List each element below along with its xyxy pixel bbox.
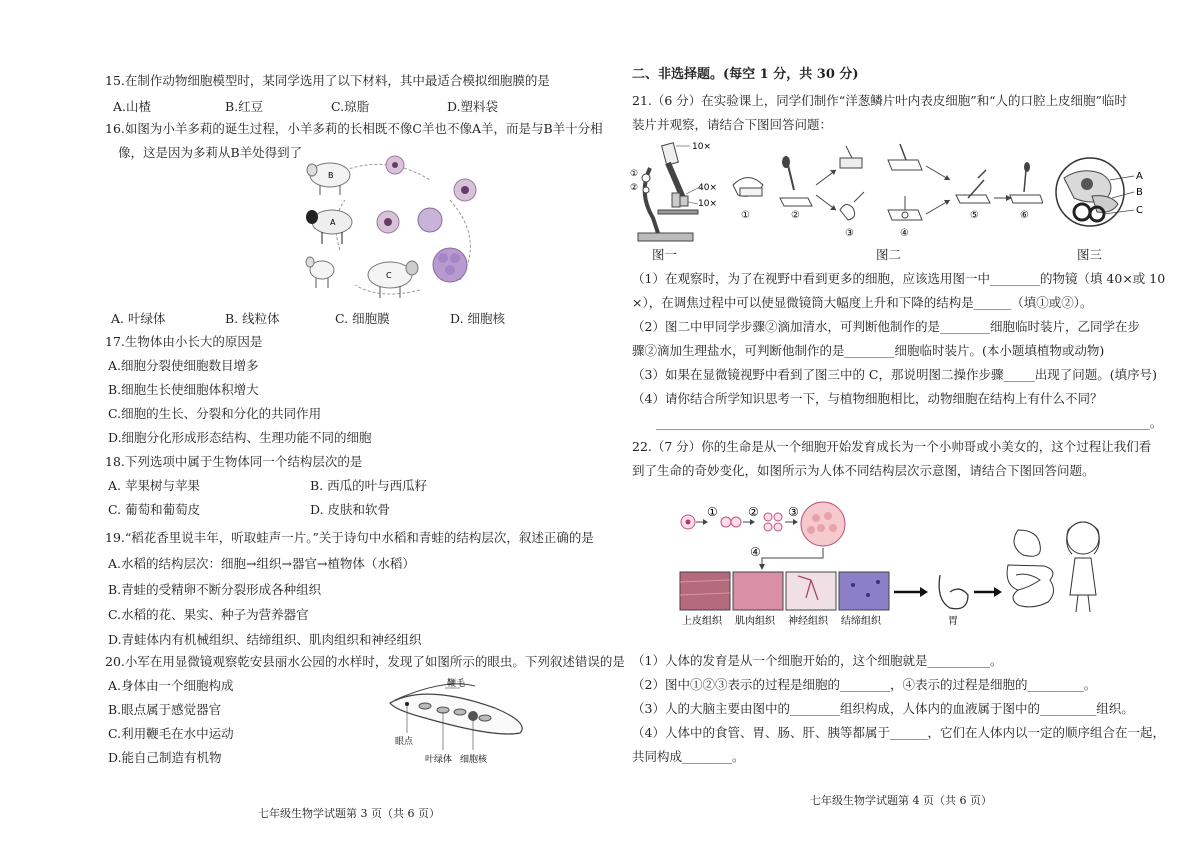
process-3-label: ③ [788, 505, 799, 519]
step-4-label: ④ [900, 228, 909, 239]
field-label-c: C [1136, 205, 1143, 216]
field-label-a: A [1136, 171, 1143, 182]
q18-option-d: D. 皮肤和软骨 [310, 502, 391, 517]
flagellum-label: 鞭毛 [447, 679, 466, 689]
q15-option-a: A.山楂 [113, 99, 152, 114]
q20-option-d: D.能自己制造有机物 [108, 750, 222, 765]
q18-stem: 18.下列选项中属于生物体同一个结构层次的是 [105, 454, 363, 469]
sheep-b-label: B [328, 171, 334, 180]
tissue-nerve-label: 神经组织 [788, 616, 828, 627]
q21-part4-line1: （4）请你结合所学知识思考一下，与植物细胞相比，动物细胞在结构上有什么不同？ [632, 391, 1103, 406]
step-2-label: ② [791, 210, 800, 221]
q21-part1-line2: ×），在调焦过程中可以使显微镜筒大幅度上升和下降的结构是______（填①或②）。 [632, 295, 1093, 310]
step-3-label: ③ [845, 228, 854, 239]
eyespot-label: 眼点 [395, 737, 414, 747]
q16-stem-1: 16.如图为小羊多莉的诞生过程，小羊多莉的长相既不像C羊也不像A羊，而是与B羊十分相 [105, 121, 603, 136]
right-page [600, 0, 1200, 847]
figure-1-caption: 图一 [652, 247, 678, 262]
q18-option-b: B. 西瓜的叶与西瓜籽 [310, 478, 428, 493]
q19-option-b: B.青蛙的受精卵不断分裂形成各种组织 [108, 582, 322, 597]
process-2-label: ② [748, 505, 759, 519]
q18-option-c: C. 葡萄和葡萄皮 [108, 502, 201, 517]
slide-steps-figure [728, 140, 1043, 240]
q22-part1: （1）人体的发育是从一个细胞开始的，这个细胞就是__________。 [632, 653, 1003, 668]
q21-stem-1: 21.（6 分）在实验课上，同学们制作“洋葱鳞片叶内表皮细胞”和“人的口腔上皮细胞”临时 [632, 93, 1127, 108]
tissue-connective-label: 结缔组织 [841, 616, 881, 627]
q22-part4-line2: 共同构成________。 [632, 749, 745, 764]
euglena-diagram [385, 678, 535, 768]
q20-option-b: B.眼点属于感觉器官 [108, 702, 222, 717]
q22-stem-2: 到了生命的奇妙变化，如图所示为人体不同结构层次示意图，请结合下图回答问题。 [632, 463, 1095, 478]
q18-option-a: A. 苹果树与苹果 [108, 478, 200, 493]
microscope-field-figure [1052, 156, 1167, 236]
objective-40x-label: 40× [698, 183, 717, 193]
q20-option-c: C.利用鞭毛在水中运动 [108, 726, 234, 741]
objective-10x-label: 10× [698, 199, 717, 209]
left-page-footer: 七年级生物学试题第 3 页（共 6 页） [258, 807, 440, 820]
q19-option-a: A.水稻的结构层次：细胞→组织→器官→植物体（水稻） [108, 556, 415, 571]
q16-option-c: C. 细胞膜 [335, 311, 390, 326]
q21-part2-line2: 骤②滴加生理盐水，可判断他制作的是________细胞临时装片。(本小题填植物或动物) [632, 343, 1105, 358]
q16-option-a: A. 叶绿体 [111, 311, 166, 326]
q20-option-a: A.身体由一个细胞构成 [108, 678, 234, 693]
q17-option-c: C.细胞的生长、分裂和分化的共同作用 [108, 406, 322, 421]
step-6-label: ⑥ [1020, 210, 1029, 221]
q16-option-b: B. 线粒体 [225, 311, 280, 326]
q19-option-c: C.水稻的花、果实、种子为营养器官 [108, 607, 309, 622]
figure-2-caption: 图二 [876, 247, 902, 262]
sheep-a-label: A [330, 218, 336, 227]
q21-stem-2: 装片并观察，请结合下图回答问题： [632, 117, 833, 132]
fine-knob-label: ② [630, 183, 639, 193]
right-page-footer: 七年级生物学试题第 4 页（共 6 页） [810, 794, 992, 807]
q15-option-b: B.红豆 [225, 99, 264, 114]
body-levels-figure [678, 500, 1106, 630]
q15-option-d: D.塑料袋 [447, 99, 499, 114]
q16-option-d: D. 细胞核 [450, 311, 506, 326]
tissue-muscle-label: 肌肉组织 [735, 616, 775, 627]
q21-part1-line1: （1）在观察时，为了在视野中看到更多的细胞，应该选用图一中________的物镜（填 40×或 10 [632, 271, 1166, 286]
q21-part2-line1: （2）图二中甲同学步骤②滴加清水，可判断他制作的是________细胞临时装片，乙同学在步 [632, 319, 1140, 334]
figure-3-caption: 图三 [1077, 247, 1103, 262]
q22-part3: （3）人的大脑主要由图中的________组织构成，人体内的血液属于图中的_________组织。 [632, 701, 1134, 716]
q21-part4-answer-line: _______________________________________________________________________________。 [656, 415, 1163, 430]
section-title: 二、非选择题。(每空 1 分，共 30 分) [632, 67, 859, 82]
step-1-label: ① [741, 210, 750, 221]
q22-part2: （2）图中①②③表示的过程是细胞的________，④表示的过程是细胞的_________。 [632, 677, 1097, 692]
process-1-label: ① [707, 505, 718, 519]
organ-stomach-label: 胃 [948, 616, 958, 627]
nucleus-label: 细胞核 [460, 755, 488, 765]
tissue-epithelial-label: 上皮组织 [682, 616, 722, 627]
q19-stem: 19.“稻花香里说丰年，听取蛙声一片。”关于诗句中水稻和青蛙的结构层次，叙述正确的是 [105, 530, 594, 545]
q20-stem: 20.小军在用显微镜观察乾安县丽水公园的水样时，发现了如图所示的眼虫。下列叙述错误的是 [105, 654, 625, 669]
q17-option-b: B.细胞生长使细胞体积增大 [108, 382, 259, 397]
microscope-figure [628, 138, 723, 258]
step-5-label: ⑤ [970, 210, 979, 221]
q21-part3: （3）如果在显微镜视野中看到了图三中的 C，那说明图二操作步骤_____出现了问题。(填序号) [632, 367, 1157, 382]
chloroplast-label: 叶绿体 [425, 755, 453, 765]
q17-option-a: A.细胞分裂使细胞数目增多 [108, 358, 259, 373]
eyepiece-10x-label: 10× [692, 142, 711, 152]
field-label-b: B [1136, 187, 1143, 198]
coarse-knob-label: ① [630, 169, 639, 179]
q17-option-d: D.细胞分化形成形态结构、生理功能不同的细胞 [108, 430, 372, 445]
dolly-cloning-diagram [300, 150, 500, 308]
q15-stem: 15.在制作动物细胞模型时，某同学选用了以下材料，其中最适合模拟细胞膜的是 [105, 73, 550, 88]
q17-stem: 17.生物体由小长大的原因是 [105, 334, 263, 349]
sheep-c-label: C [386, 271, 392, 280]
q19-option-d: D.青蛙体内有机械组织、结缔组织、肌肉组织和神经组织 [108, 632, 422, 647]
q22-stem-1: 22.（7 分）你的生命是从一个细胞开始发育成长为一个小帅哥或小美女的，这个过程让我们看 [632, 439, 1152, 454]
q22-part4-line1: （4）人体中的食管、胃、肠、肝、胰等都属于______，它们在人体内以一定的顺序组合在一起， [632, 725, 1165, 740]
process-4-label: ④ [750, 545, 761, 559]
q15-option-c: C.琼脂 [331, 99, 370, 114]
q16-stem-2: 像，这是因为多莉从B羊处得到了 [118, 145, 303, 160]
